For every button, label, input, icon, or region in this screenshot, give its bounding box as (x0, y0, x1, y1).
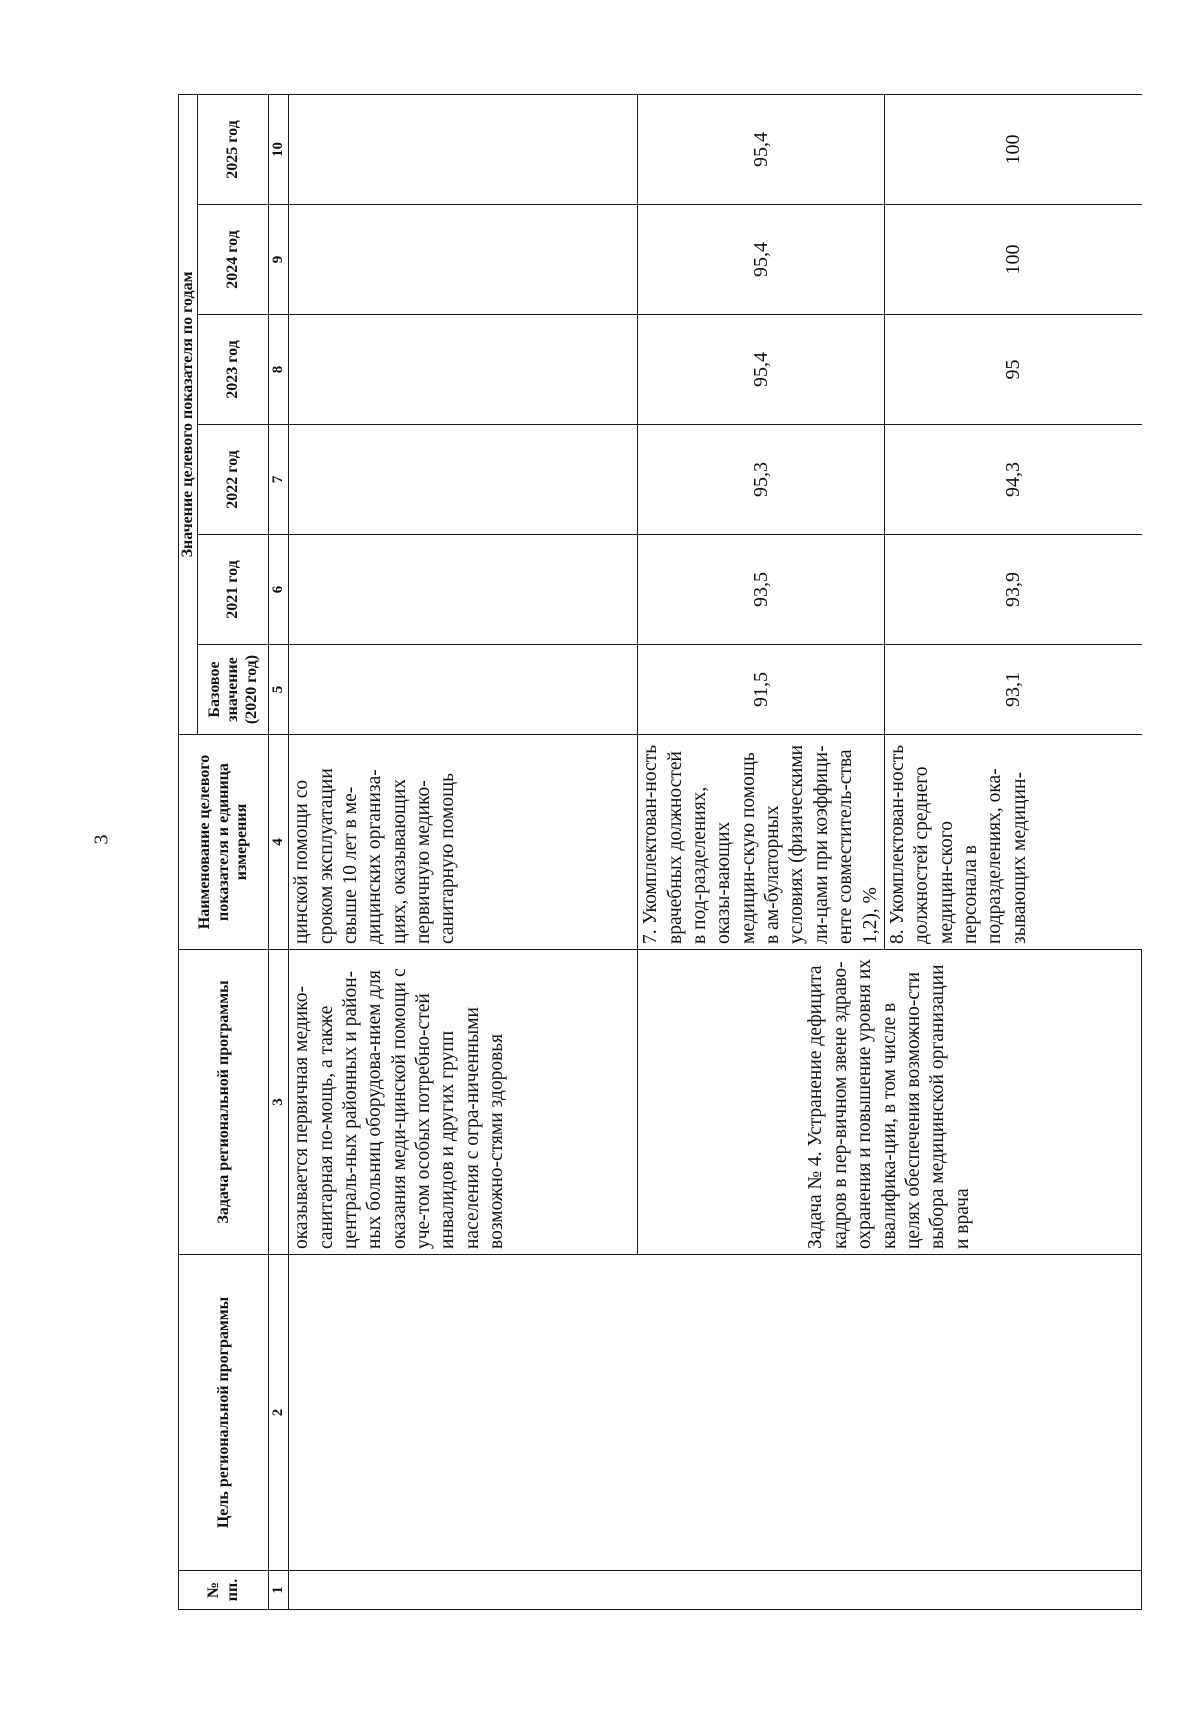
target-indicators-table (178, 94, 1142, 1610)
col-num-6: 6 (269, 535, 289, 645)
cell-2024 (289, 205, 638, 315)
col-num-7: 7 (269, 425, 289, 535)
rotated-table-container (178, 95, 1110, 1610)
cell-base: 93,1 (884, 645, 1142, 735)
col-num-10: 10 (269, 94, 289, 204)
cell-no (289, 1571, 1142, 1610)
col-num-1: 1 (269, 1571, 289, 1610)
col-num-2: 2 (269, 1255, 289, 1571)
page-number: 3 (90, 834, 113, 845)
header-2021: 2021 год (198, 535, 269, 645)
col-num-3: 3 (269, 950, 289, 1255)
header-2023: 2023 год (198, 315, 269, 425)
cell-2021: 93,9 (884, 535, 1142, 645)
col-num-4: 4 (269, 735, 289, 950)
cell-2025: 95,4 (638, 94, 885, 204)
cell-goal (289, 1255, 1142, 1571)
col-num-8: 8 (269, 315, 289, 425)
col-num-5: 5 (269, 645, 289, 735)
header-no: № пп. (179, 1571, 269, 1610)
cell-2021 (289, 535, 638, 645)
header-goal: Цель региональной программы (179, 1255, 269, 1571)
header-2024: 2024 год (198, 205, 269, 315)
header-task: Задача региональной программы (179, 950, 269, 1255)
cell-base: 91,5 (638, 645, 885, 735)
header-base: Базовое значение (2020 год) (198, 645, 269, 735)
cell-2023: 95,4 (638, 315, 885, 425)
cell-2023 (289, 315, 638, 425)
cell-2024: 95,4 (638, 205, 885, 315)
cell-task: оказывается первичная медико-санитарная по-мощь, а также централь-ных районных и район-ных больниц оборудова-нием для оказания меди-цинской помощи с уче-том особых потребно-стей инвалидов и других групп населения с огра-ниченными возможно-стями здоровья (289, 950, 638, 1255)
cell-task: Задача № 4. Устранение дефицита кадров в пер-вичном звене здраво-охранения и повышение уровня их квалифика-ции, в том числе в целях обеспечения возможно-сти выбора медицинской организации и врача (638, 950, 1142, 1255)
header-indicator: Наименование целевого показателя и единица измерения (179, 735, 269, 950)
header-2022: 2022 год (198, 425, 269, 535)
column-numbers-row (269, 94, 289, 1609)
cell-indicator: 7. Укомплектован-ность врачебных должностей в под-разделениях, оказы-вающих медицин-скую помощь в ам-булаторных условиях (физическими ли-цами при коэффици-енте совместитель-ства 1,2), % (638, 735, 885, 950)
header-values-group: Значение целевого показателя по годам (179, 94, 198, 734)
cell-2024: 100 (884, 205, 1142, 315)
table-row (289, 94, 638, 1609)
cell-2025 (289, 94, 638, 204)
cell-indicator: цинской помощи со сроком эксплуатации свыше 10 лет в ме-дицинских организа-циях, оказывающих первичную медико-санитарную помощь (289, 735, 638, 950)
cell-2025: 100 (884, 94, 1142, 204)
cell-indicator: 8. Укомплектован-ность должностей среднего медицин-ского персонала в подразделениях, ока-зывающих медицин- (884, 735, 1142, 950)
cell-base (289, 645, 638, 735)
cell-2023: 95 (884, 315, 1142, 425)
header-2025: 2025 год (198, 94, 269, 204)
cell-2022: 95,3 (638, 425, 885, 535)
cell-2022: 94,3 (884, 425, 1142, 535)
col-num-9: 9 (269, 205, 289, 315)
header-row-1 (179, 94, 198, 1609)
cell-2021: 93,5 (638, 535, 885, 645)
cell-2022 (289, 425, 638, 535)
